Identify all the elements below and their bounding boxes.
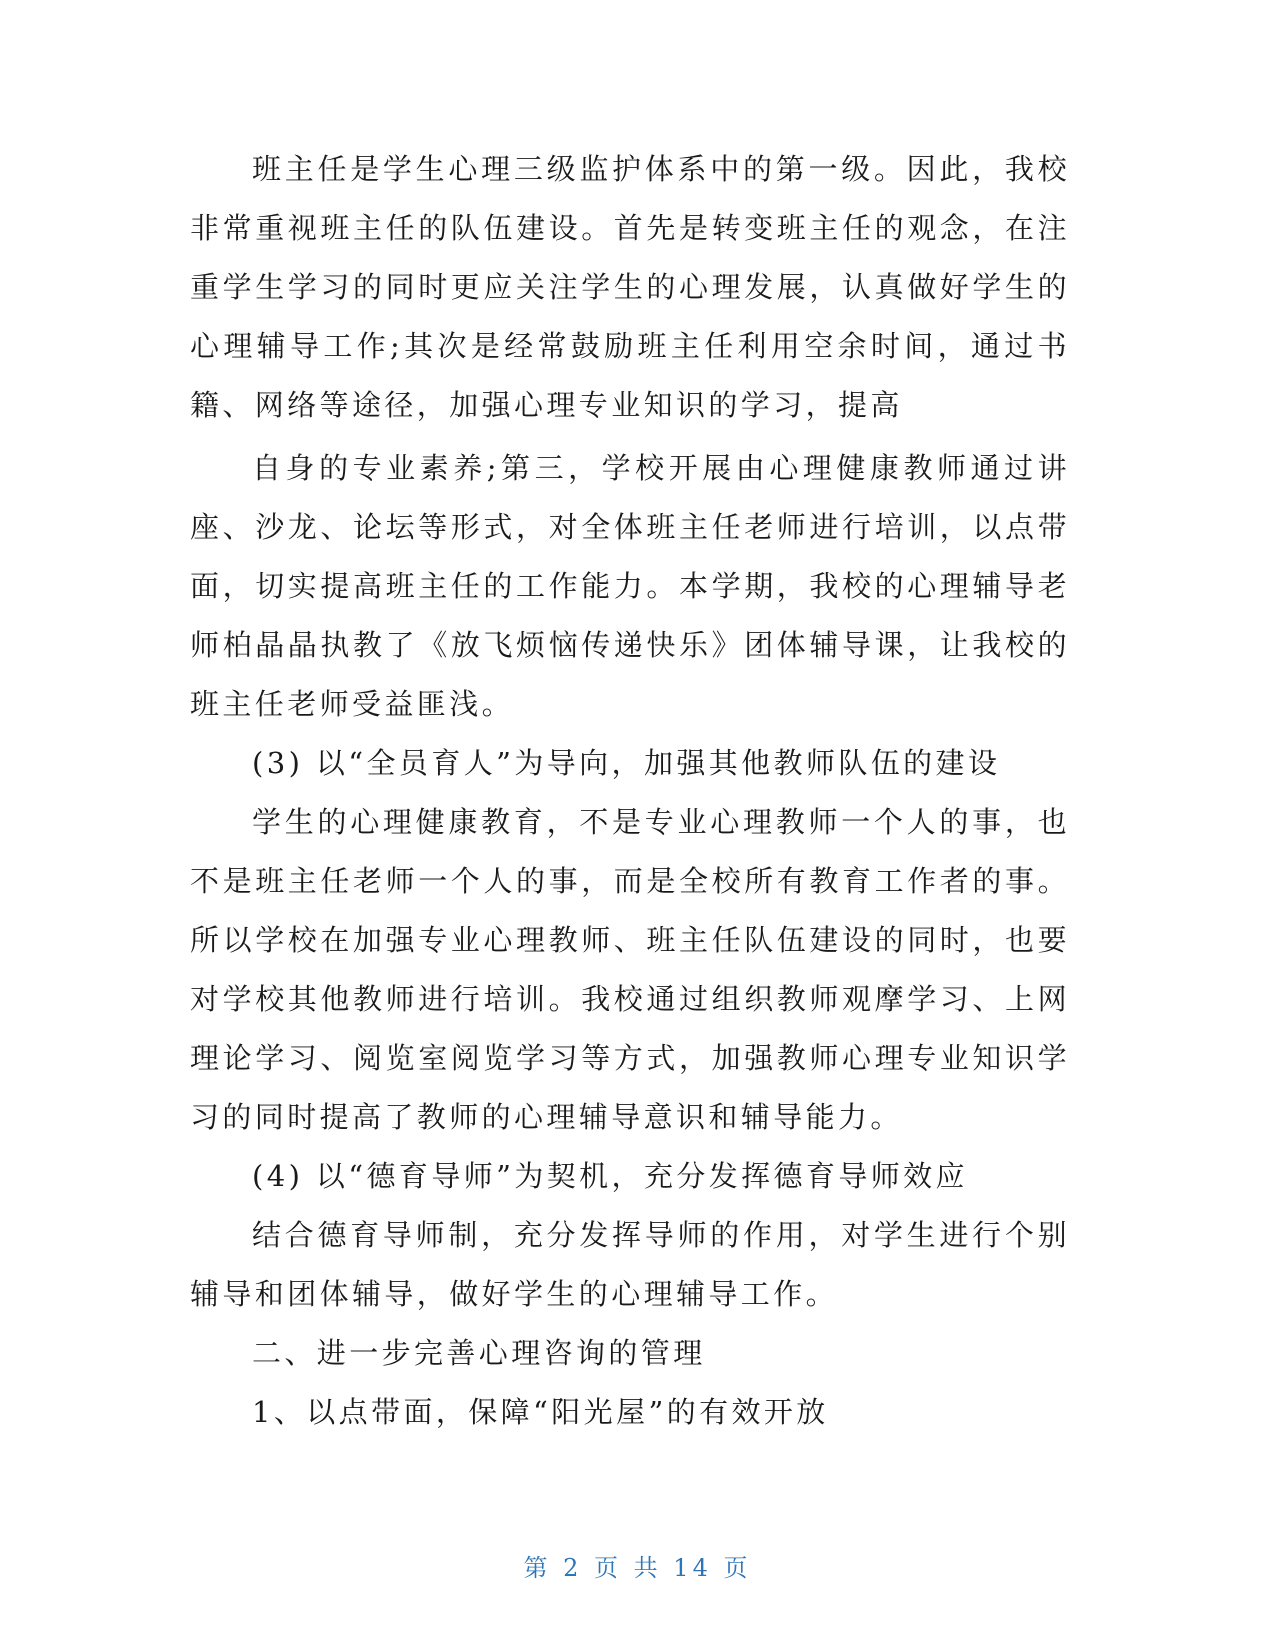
section-heading-two: 二、进一步完善心理咨询的管理	[252, 1336, 706, 1370]
paragraph-4: 结合德育导师制，充分发挥导师的作用，对学生进行个别辅导和团体辅导，做好学生的心理辅导工作。	[190, 1218, 1070, 1311]
paragraph-1: 班主任是学生心理三级监护体系中的第一级。因此，我校非常重视班主任的队伍建设。首先是转变班主任的观念，在注重学生学习的同时更应关注学生的心理发展，认真做好学生的心理辅导工作;其次是经常鼓励班主任利用空余时间，通过书籍、网络等途径，加强心理专业知识的学习，提高	[190, 152, 1070, 422]
section-heading-3: (3) 以“全员育人”为导向，加强其他教师队伍的建设	[252, 746, 1001, 780]
paragraph-3: 学生的心理健康教育，不是专业心理教师一个人的事，也不是班主任老师一个人的事，而是全校所有教育工作者的事。所以学校在加强专业心理教师、班主任队伍建设的同时，也要对学校其他教师进行培训。我校通过组织教师观摩学习、上网理论学习、阅览室阅览学习等方式，加强教师心理专业知识学习的同时提高了教师的心理辅导意识和辅导能力。	[190, 805, 1070, 1134]
section-heading-4: (4) 以“德育导师”为契机，充分发挥德育导师效应	[252, 1159, 968, 1193]
page-number-footer: 第 2 页 共 14 页	[523, 1554, 752, 1582]
document-body	[190, 140, 1070, 1442]
paragraph-2: 自身的专业素养;第三，学校开展由心理健康教师通过讲座、沙龙、论坛等形式，对全体班主任老师进行培训，以点带面，切实提高班主任的工作能力。本学期，我校的心理辅导老师柏晶晶执教了《放飞烦恼传递快乐》团体辅导课，让我校的班主任老师受益匪浅。	[190, 451, 1070, 721]
subsection-heading-1: 1、以点带面，保障“阳光屋”的有效开放	[252, 1395, 829, 1429]
